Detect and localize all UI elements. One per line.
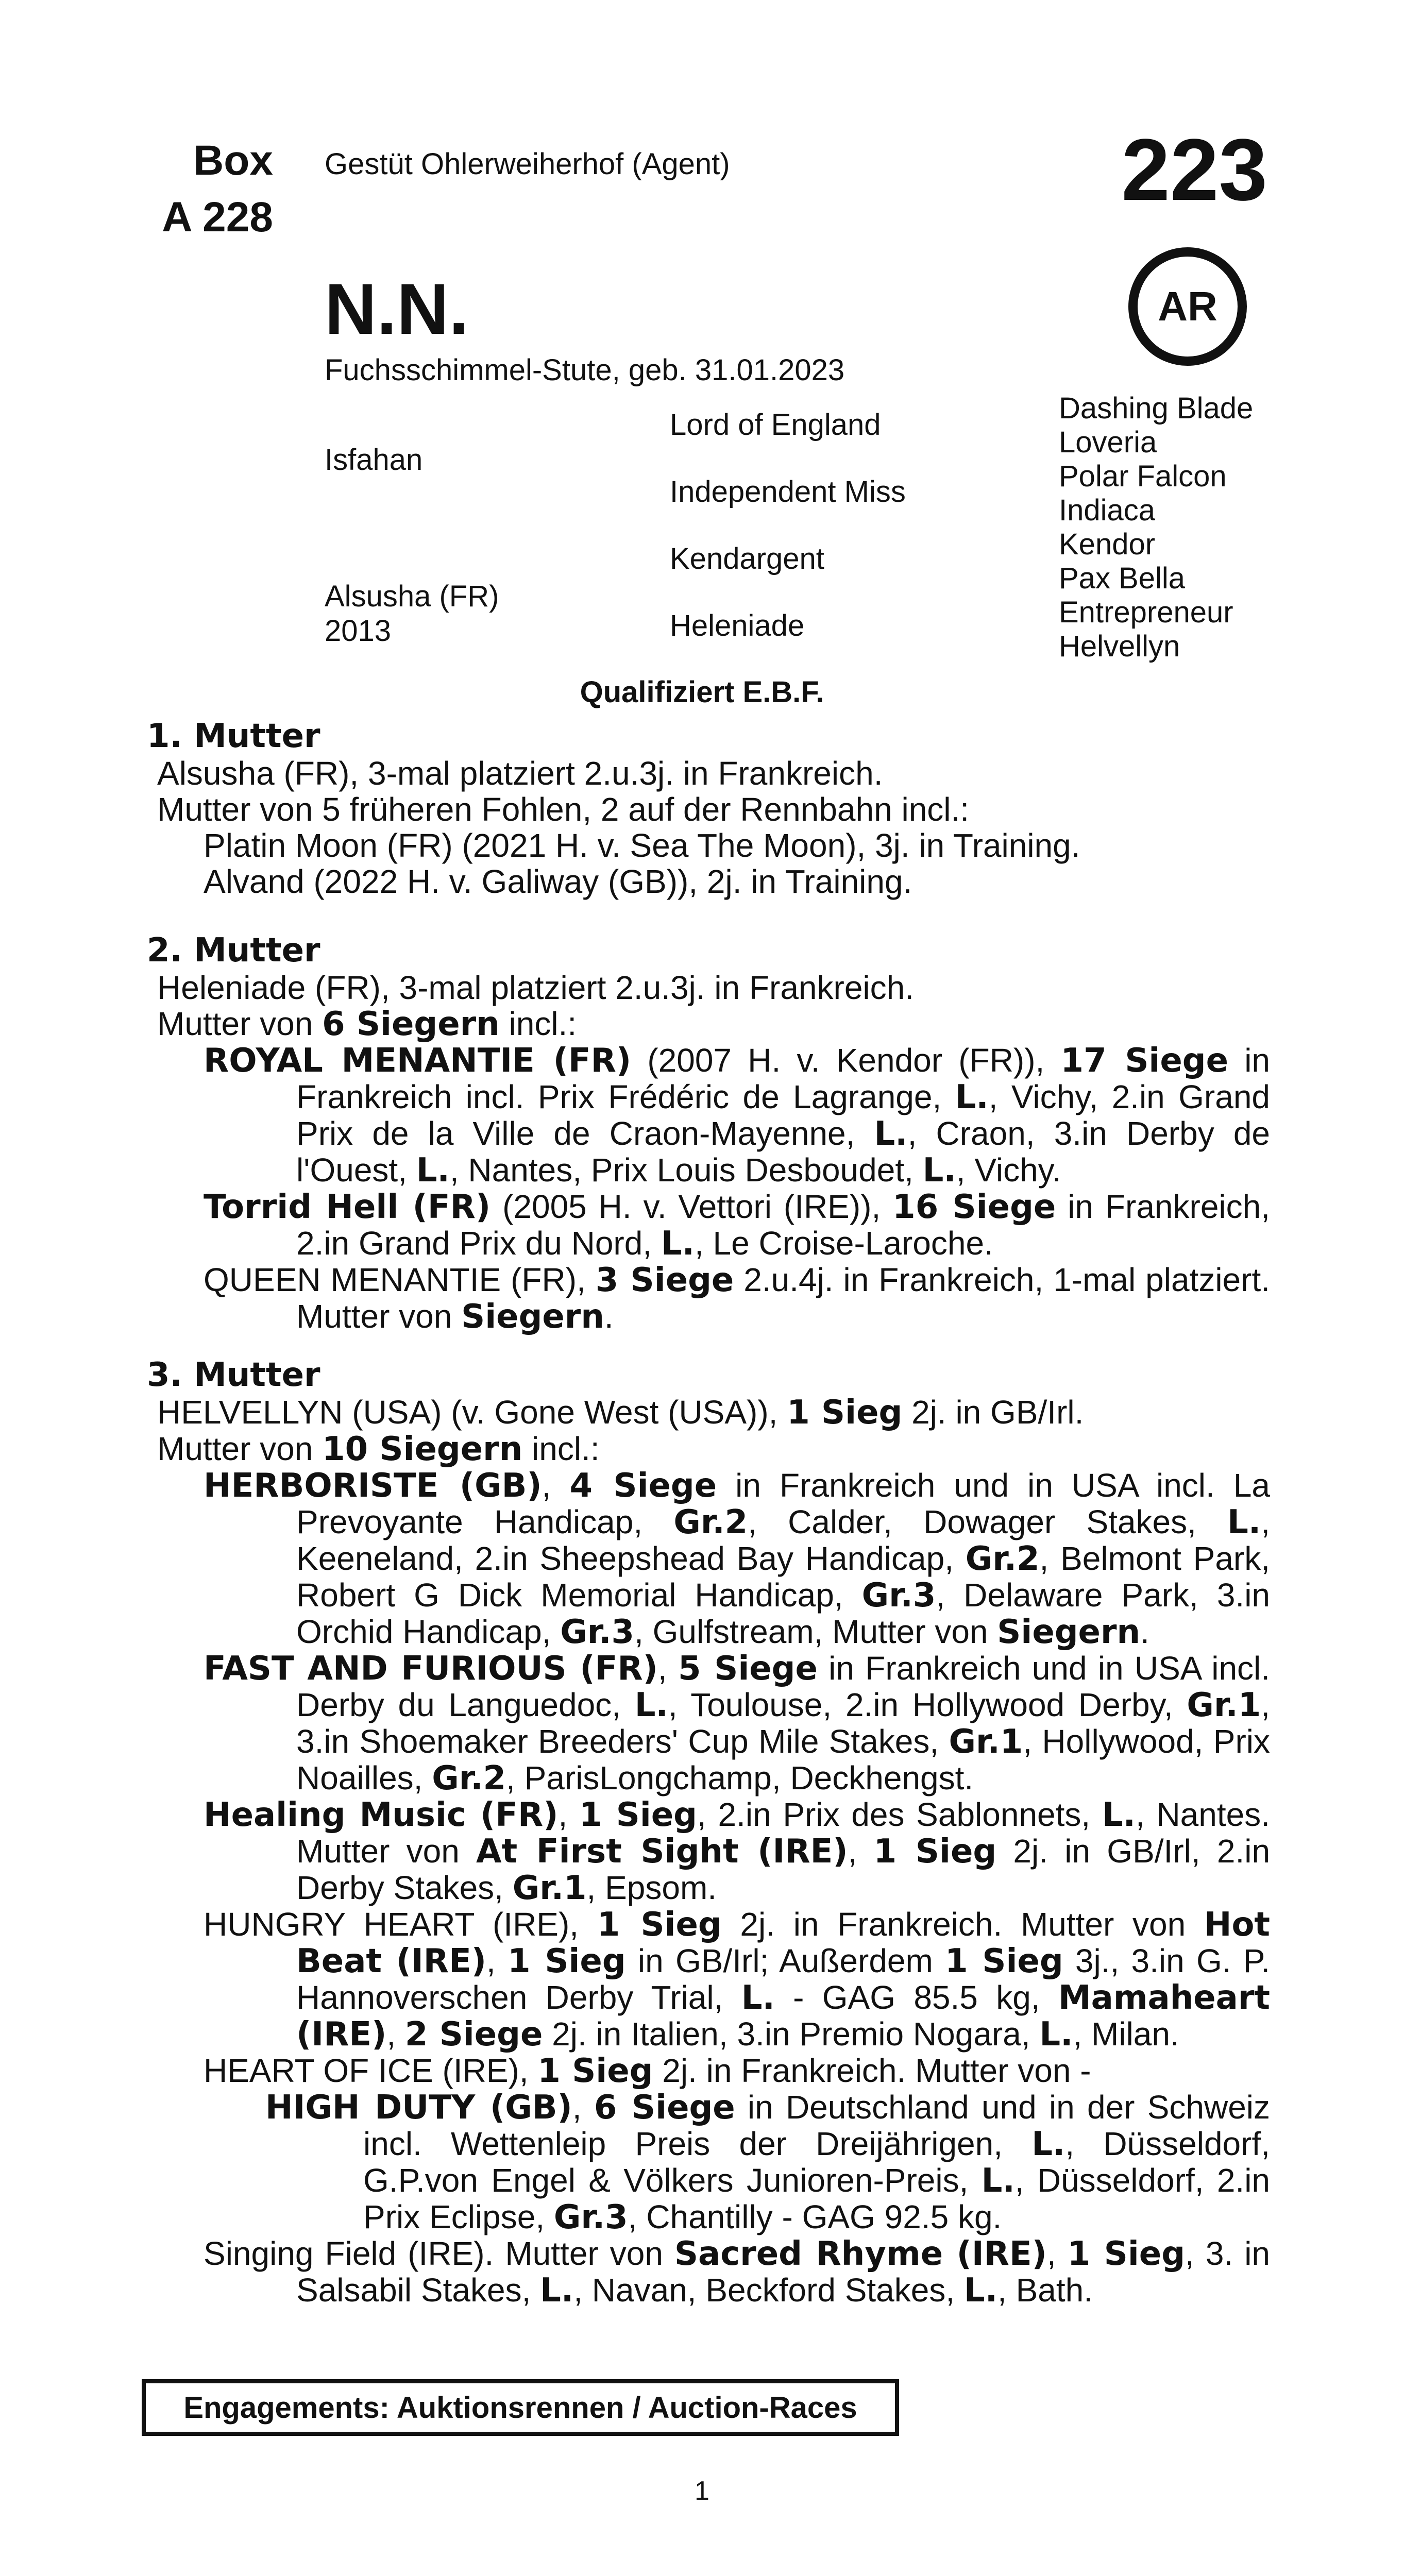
section-title: 1. Mutter [147, 717, 320, 755]
produce-entry: ROYAL MENANTIE (FR) (2007 H. v. Kendor (FR)), 17 Siege in Frankreich incl. Prix Frédéric de Lagrange, L., Vichy, 2.in Grand Prix de la Ville de Craon-Mayenne, L., Craon, 3.in Derby de l'Ouest, L., Nantes, Prix Louis Desboudet, L., Vichy. [204, 1042, 1271, 1190]
second-dam-section [147, 931, 1270, 1335]
pedigree-grandparent: Lord of England [670, 408, 881, 442]
produce-entry: Platin Moon (FR) (2021 H. v. Sea The Moon), 3j. in Training. [204, 827, 1080, 864]
produce-entry: HEART OF ICE (IRE), 1 Sieg 2j. in Frankreich. Mutter von - [204, 2052, 1091, 2090]
pedigree-great-grandparent: Indiaca [1059, 494, 1156, 527]
dam-line: Mutter von 10 Siegern incl.: [157, 1430, 600, 1468]
dam-line: Mutter von 6 Siegern incl.: [157, 1005, 577, 1043]
engagements-label: Engagements: Auktionsrennen / Auction-Races [183, 2391, 857, 2425]
box-label: Box [193, 137, 273, 184]
pedigree-grandparent: Kendargent [670, 542, 824, 575]
pedigree-dam: Alsusha (FR) [325, 580, 499, 613]
dam-line: Heleniade (FR), 3-mal platziert 2.u.3j. in Frankreich. [157, 969, 914, 1006]
produce-entry: HERBORISTE (GB), 4 Siege in Frankreich und in USA incl. La Prevoyante Handicap, Gr.2, Calder, Dowager Stakes, L., Keeneland, 2.in Sheepshead Bay Handicap, Gr.2, Belmont Park, Robert G Dick Memorial Handicap, Gr.3, Delaware Park, 3.in Orchid Handicap, Gr.3, Gulfstream, Mutter von Siegern. [204, 1467, 1271, 1651]
produce-entry: Healing Music (FR), 1 Sieg, 2.in Prix des Sablonnets, L., Nantes. Mutter von At First Sight (IRE), 1 Sieg 2j. in GB/Irl, 2.in Derby Stakes, Gr.1, Epsom. [204, 1796, 1271, 1907]
ar-badge [1128, 247, 1247, 366]
qualification: Qualifiziert E.B.F. [580, 675, 824, 709]
pedigree-grandparent: Independent Miss [670, 475, 906, 509]
pedigree-great-grandparent: Kendor [1059, 528, 1156, 561]
pedigree-dam-year: 2013 [325, 614, 392, 648]
dam-line: HELVELLYN (USA) (v. Gone West (USA)), 1 Sieg 2j. in GB/Irl. [157, 1394, 1084, 1432]
dam-line: Mutter von 5 früheren Fohlen, 2 auf der Rennbahn incl.: [157, 791, 970, 828]
produce-entry: FAST AND FURIOUS (FR), 5 Siege in Frankreich und in USA incl. Derby du Languedoc, L., Toulouse, 2.in Hollywood Derby, Gr.1, 3.in Shoemaker Breeders' Cup Mile Stakes, Gr.1, Hollywood, Prix Noailles, Gr.2, ParisLongchamp, Deckhengst. [204, 1650, 1271, 1798]
pedigree-great-grandparent: Pax Bella [1059, 562, 1186, 595]
pedigree-great-grandparent: Dashing Blade [1059, 392, 1254, 425]
pedigree-grandparent: Heleniade [670, 609, 805, 642]
produce-entry: HIGH DUTY (GB), 6 Siege in Deutschland und in der Schweiz incl. Wettenleip Preis der Dreijährigen, L., Düsseldorf, G.P.von Engel & Völkers Junioren-Preis, L., Düsseldorf, 2.in Prix Eclipse, Gr.3, Chantilly - GAG 92.5 kg. [265, 2089, 1271, 2236]
section-title: 3. Mutter [147, 1356, 320, 1394]
horse-description: Fuchsschimmel-Stute, geb. 31.01.2023 [325, 353, 845, 387]
lot-number: 223 [1121, 121, 1267, 219]
produce-entry: HUNGRY HEART (IRE), 1 Sieg 2j. in Frankreich. Mutter von Hot Beat (IRE), 1 Sieg in GB/Irl; Außerdem 1 Sieg 3j., 3.in G. P. Hannoverschen Derby Trial, L. - GAG 85.5 kg, Mamaheart (IRE), 2 Siege 2j. in Italien, 3.in Premio Nogara, L., Milan. [204, 1906, 1271, 2054]
third-dam-section [147, 1356, 1270, 2309]
pedigree-great-grandparents [1059, 392, 1253, 664]
produce-entry: QUEEN MENANTIE (FR), 3 Siege 2.u.4j. in Frankreich, 1-mal platziert. Mutter von Siegern. [204, 1261, 1270, 1336]
ar-badge-label: AR [1158, 283, 1217, 329]
pedigree-sire: Isfahan [325, 443, 423, 477]
pedigree-great-grandparent: Entrepreneur [1059, 596, 1233, 629]
first-dam-section [147, 717, 1270, 900]
produce-entry: Singing Field (IRE). Mutter von Sacred Rhyme (IRE), 1 Sieg, 3. in Salsabil Stakes, L., Navan, Beckford Stakes, L., Bath. [204, 2235, 1271, 2310]
horse-name: N.N. [325, 268, 469, 349]
box-number: A 228 [162, 194, 273, 241]
agent-name: Gestüt Ohlerweiherhof (Agent) [325, 147, 730, 181]
produce-entry: Alvand (2022 H. v. Galiway (GB)), 2j. in Training. [204, 863, 912, 900]
pedigree-great-grandparent: Helvellyn [1059, 630, 1180, 663]
section-title: 2. Mutter [147, 931, 320, 970]
pedigree-great-grandparent: Polar Falcon [1059, 460, 1227, 493]
pedigree-great-grandparent: Loveria [1059, 426, 1157, 459]
engagements-box [142, 2379, 899, 2436]
produce-entry: Torrid Hell (FR) (2005 H. v. Vettori (IRE)), 16 Siege in Frankreich, 2.in Grand Prix du Nord, L., Le Croise-Laroche. [204, 1188, 1270, 1263]
dam-line: Alsusha (FR), 3-mal platziert 2.u.3j. in Frankreich. [157, 755, 883, 792]
page-number: 1 [695, 2476, 709, 2506]
